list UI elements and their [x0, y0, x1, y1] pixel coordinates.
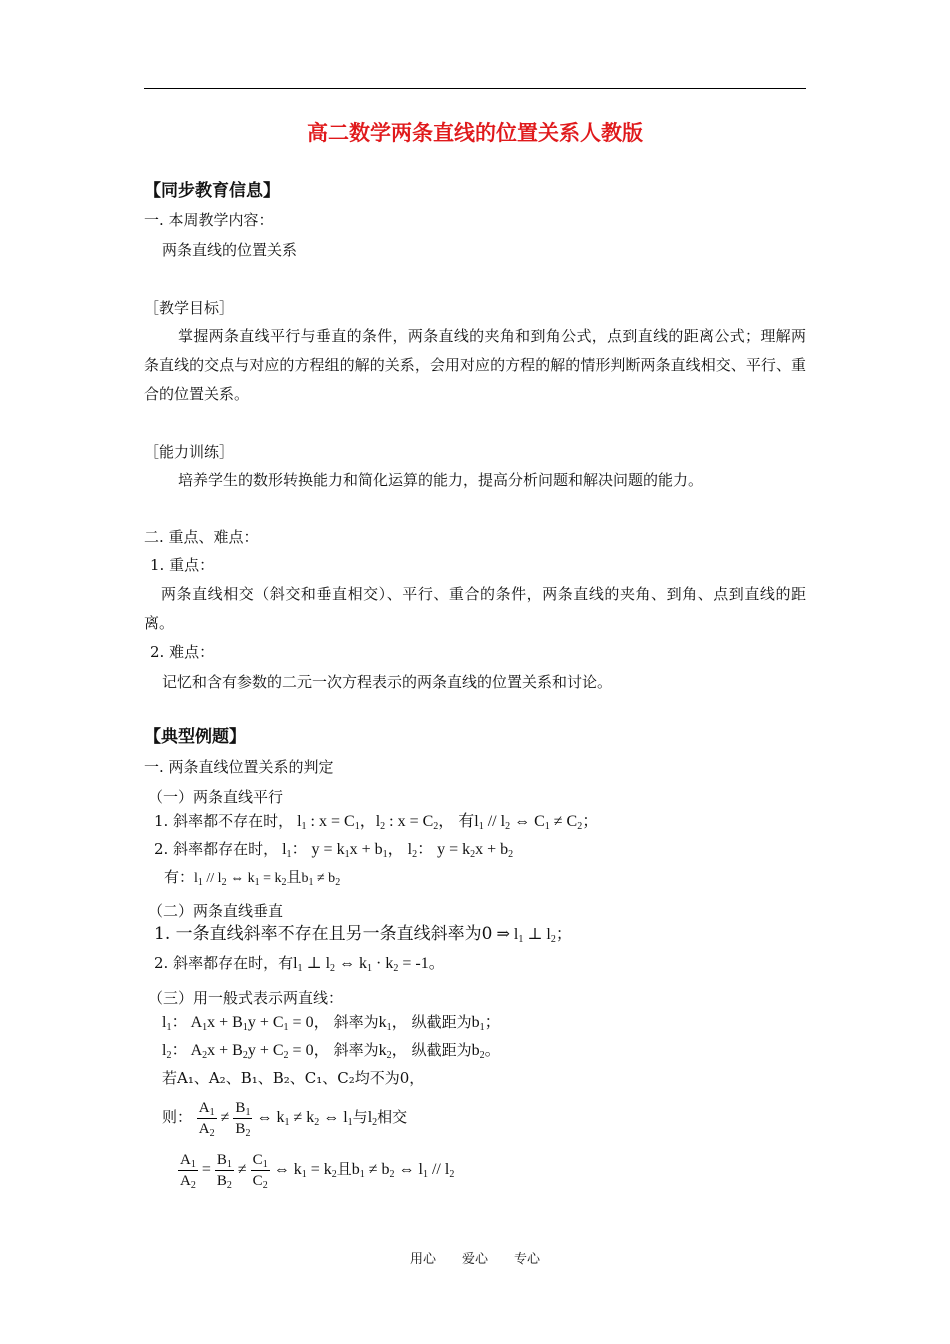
item1-content: 两条直线的位置关系	[162, 241, 298, 259]
general-form-line1: $l_1$： $A_1x + B_1y + C_1 = 0$， 斜率为$k_1$， 纵截距为$b_1$；	[162, 1013, 501, 1033]
intersect-rule: 则： $\frac{A_1}{A_2}$ ≠ $\frac{B_1}{B_2}$ ⇔ $k_1 \ne k_2$ ⇔ $l_1$与$l_2$相交	[162, 1099, 408, 1139]
parallel-general-rule: $\frac{A_1}{A_2}$ = $\frac{B_1}{B_2}$ ≠ $\frac{C_1}{C_2}$ ⇔ $k_1 = k_2$且$b_1 \ne b_2$ ⇔ $l_1 // l_2$	[180, 1151, 455, 1191]
skills-heading: ［能力训练］	[144, 443, 235, 461]
skills-text: 培养学生的数形转换能力和简化运算的能力，提高分析问题和解决问题的能力。	[178, 471, 704, 489]
difficulty-heading: 2. 难点：	[150, 643, 215, 661]
section-header-sync-info: 【同步教育信息】	[144, 181, 280, 201]
general-form-line2: $l_2$： $A_2x + B_2y + C_2 = 0$， 斜率为$k_2$， 纵截距为$b_2$。	[162, 1041, 501, 1061]
perpendicular-case2: 2. 斜率都存在时，有$l_1$ ⊥ $l_2$ ⇔ $k_1 \cdot k_2 = -1$。	[154, 954, 445, 974]
parallel-condition: 有：$l_1 // l_2$ ⇔ $k_1 = k_2$且$b_1 \ne b_2$	[164, 868, 341, 888]
perpendicular-case1: 1. 一条直线斜率不存在且另一条直线斜率为0 ⇒ $l_1$ ⊥ $l_2$；	[154, 924, 572, 945]
general-form-condition: 若A₁、A₂、B₁、B₂、C₁、C₂均不为0，	[162, 1069, 425, 1087]
general-form-heading: （三）用一般式表示两直线：	[148, 989, 344, 1007]
key-heading: 1. 重点：	[150, 556, 215, 574]
perpendicular-heading: （二）两条直线垂直	[148, 902, 284, 920]
parallel-case1: 1. 斜率都不存在时， $l_1$ : $x = C_1$，$l_2$ : $x = C_2$， 有$l_1 // l_2$ ⇔ $C_1 \ne C_2$；	[154, 812, 599, 832]
goals-text: 掌握两条直线平行与垂直的条件，两条直线的夹角和到角公式，点到直线的距离公式；理解两条直线的交点与对应的方程组的解的关系，会用对应的方程的解的情形判断两条直线相交、平行、重合的位置关系。	[144, 327, 806, 403]
page-footer: 用心 爱心 专心	[409, 1252, 540, 1267]
part1-heading: 一. 两条直线位置关系的判定	[144, 758, 334, 776]
parallel-heading: （一）两条直线平行	[148, 788, 284, 806]
document-title: 高二数学两条直线的位置关系人教版	[307, 121, 643, 145]
item2-heading: 二. 重点、难点：	[144, 528, 259, 546]
key-text: 两条直线相交（斜交和垂直相交）、平行、重合的条件，两条直线的夹角、到角、点到直线的距离。	[144, 585, 806, 632]
goals-heading: ［教学目标］	[144, 299, 235, 317]
difficulty-text: 记忆和含有参数的二元一次方程表示的两条直线的位置关系和讨论。	[162, 673, 613, 691]
header-rule	[144, 88, 806, 89]
section-header-examples: 【典型例题】	[144, 727, 246, 747]
parallel-case2: 2. 斜率都存在时， $l_1$： $y = k_1x + b_1$， $l_2$： $y = k_2x + b_2$	[154, 840, 514, 860]
item1-heading: 一. 本周教学内容：	[144, 211, 274, 229]
